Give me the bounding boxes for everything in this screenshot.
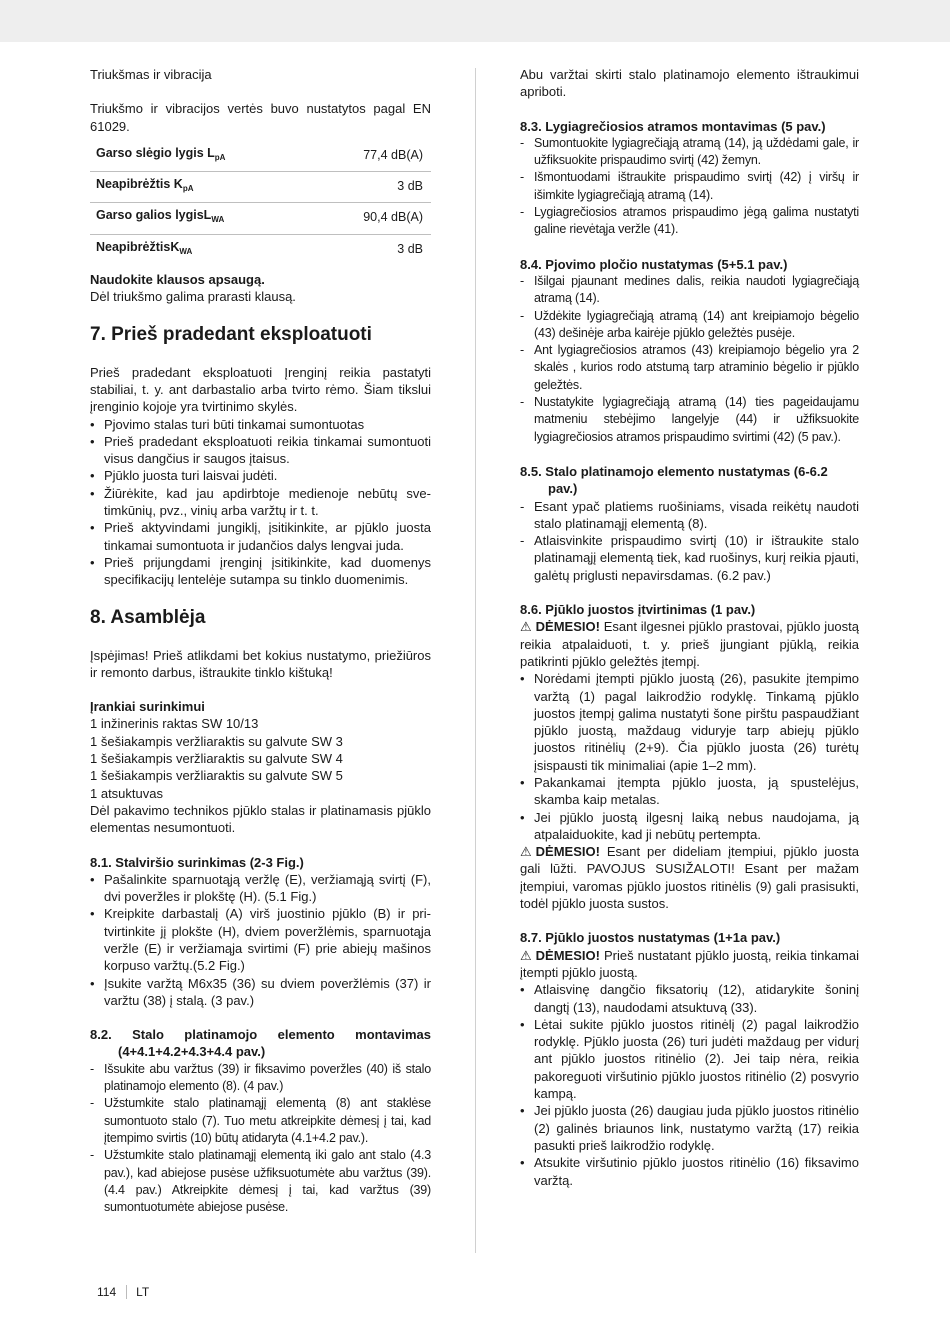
list-item: - Atlaisvinkite prispaudimo svirtį (10) ir ištraukite stalo platinamąjį elementą tiek, kad ruošinys, kurį reikia pjauti, galėtų priglusti nepavirsdamas. (6.2 pav.) <box>520 532 859 584</box>
list-item: • Prieš aktyvindami jungiklį, įsitikinkite, ar pjūklo juosta tinkamai sumontuota ir judančios dalys lengvai juda. <box>90 519 431 554</box>
page-number: 114 <box>97 1285 127 1299</box>
list-item: • Jei pjūklo juostą ilgesnį laiką nebus naudojama, ją atpalaiduokite, kad ji nebūtų pertempta. <box>520 809 859 844</box>
section-8-3-title: 8.3. Lygiagrečiosios atramos montavimas (5 pav.) <box>520 118 826 134</box>
list-item: - Užstumkite stalo platinamąjį elementą (8) ant staklėse sumontuoto stalo (7). Tuo metu atkreipkite dėmesį į tai, kad įtempimo svirtis (10) būtų atidaryta (4.1+4.2 pav.). <box>90 1095 431 1147</box>
page-footer <box>97 1285 149 1299</box>
section-8-1-title: 8.1. Stalviršio surinkimas (2-3 Fig.) <box>90 854 304 870</box>
section-8-6-list <box>520 670 859 843</box>
warning-triangle-icon: ⚠ <box>520 947 532 963</box>
noise-intro: Triukšmo ir vibracijos vertės buvo nustatytos pagal EN 61029. <box>90 101 431 134</box>
tool-item: 1 atsuktuvas <box>90 785 163 801</box>
noise-value: 77,4 dB(A) <box>311 141 431 172</box>
section-8-2-title: 8.2. Stalo platinamojo elemento montavimas (4+4.1+4.2+4.3+4.4 pav.) <box>90 1027 431 1060</box>
section-8-5-list <box>520 498 859 584</box>
section-8-7-title: 8.7. Pjūklo juostos nustatymas (1+1a pav.) <box>520 930 781 946</box>
tool-item: 1 šešiakampis veržliaraktis su galvute SW 5 <box>90 768 343 784</box>
list-item: • Atsukite viršutinio pjūklo juostos ritinėlio (16) fiksavimo varžtą. <box>520 1154 859 1189</box>
section-7-intro: Prieš pradedant eksploatuoti Įrenginį reikia pastatyti stabiliai, t. y. ant darbastalio arba tvirto rėmo. Šiam tikslui įrenginio kojoje yra tvirtinimo skylės. <box>90 364 431 415</box>
tools-title: Įrankiai surinkimui <box>90 699 205 715</box>
right-column <box>520 66 859 1189</box>
hearing-warning: Naudokite klausos apsaugą. <box>90 272 265 288</box>
language-code: LT <box>136 1285 150 1299</box>
section-8-title: 8. Asamblėja <box>90 606 206 628</box>
warning-triangle-icon: ⚠ <box>520 844 532 860</box>
list-item: - Nustatykite lygiagrečiąją atramą (14) ties pageidaujamu matmeniu stebėjimo langelyje (44) ir užfiksuokite lygiagrečiosios atramos prispaudimo svirtimi (42) (5 pav.). <box>520 394 859 446</box>
list-item: - Išmontuodami ištraukite prispaudimo svirtį (42) į viršų ir išimkite lygiagrečiąją atramą (14). <box>520 169 859 204</box>
table-row <box>90 172 431 203</box>
tool-item: 1 inžinerinis raktas SW 10/13 <box>90 716 259 732</box>
list-item: • Atlaisvinę dangčio fiksatorių (12), atidarykite šoninį dangtį (13), naudodami atsuktuvą (33). <box>520 981 859 1016</box>
noise-table <box>90 141 431 265</box>
list-item: - Uždėkite lygiagrečiąją atramą (14) ant kreipiamojo bėgelio (43) dešinėje arba kairėje pjūklo geležtės pusėje. <box>520 308 859 343</box>
noise-label: NeapibrėžtisK <box>96 239 180 254</box>
caution-paragraph <box>520 618 859 670</box>
section-8-7-list <box>520 981 859 1189</box>
section-8-6-title: 8.6. Pjūklo juostos įtvirtinimas (1 pav.) <box>520 602 756 618</box>
caution-label: DĖMESIO! <box>535 619 600 635</box>
section-8-3-list <box>520 135 859 239</box>
tools-note: Dėl pakavimo technikos pjūklo stalas ir platinamasis pjūklo elementas nesumontuoti. <box>90 802 431 836</box>
list-item: - Lygiagrečiosios atramos prispaudimo jėgą galima nustatyti galine rievėtąja veržle (41). <box>520 204 859 239</box>
list-item: • Įsukite varžtą M6x35 (36) su dviem poveržlėmis (37) ir varžtu (38) į stalą. (3 pav.) <box>90 975 431 1010</box>
table-row <box>90 203 431 234</box>
noise-title: Triukšmas ir vibracija <box>90 67 212 82</box>
caution-text: Prieš nustatant pjūklo juostą, reikia tinkamai įtempti pjūklo juostą. <box>520 947 859 980</box>
list-item: • Kreipkite darbastalį (A) virš juostinio pjūklo (B) ir pritvirtinkite jį plokšte (H), dviem poveržlėmis, sparnuotąja veržle (E) ir veržiamąja svirtimi (F) prie abiejų mašinos korpuso varžtų.(5.2 Fig.) <box>90 905 431 974</box>
list-item: • Lėtai sukite pjūklo juostos ritinėlį (2) pagal laikrodžio rodyklę. Pjūklo juosta (26) turi judėti maždaug per vidurį ant pjūklo juostos ritinėlio (2). Jei taip nėra, reikia pakoreguoti viršutinio pjūklo juostos ritinėlio (2) posvyrio kampą. <box>520 1016 859 1102</box>
tool-item: 1 šešiakampis veržliaraktis su galvute SW 4 <box>90 751 343 767</box>
left-column <box>90 66 431 1216</box>
noise-value: 90,4 dB(A) <box>311 203 431 234</box>
noise-label-sub: pA <box>182 184 194 194</box>
noise-value: 3 dB <box>397 241 423 256</box>
continuation-text: Abu varžtai skirti stalo platinamojo elemento ištraukimui apriboti. <box>520 67 859 100</box>
caution-paragraph <box>520 843 859 912</box>
list-item: • Pjūklo juosta turi laisvai judėti. <box>90 467 431 484</box>
list-item: • Norėdami įtempti pjūklo juostą (26), pasukite įtempimo varžtą (1) pagal laikrodžio rodyklę. Tinkamą pjūklo juostos įtempį galima nustatyti šone pirštu paspaudžiant pjūklo juostą, maždaug viduryje tarp abiejų pjūklo juostos ritinėlių (2+9). Čia pjūklo juosta (26) turėtų įsispausti tik minimaliai (apie 1–2 mm). <box>520 670 859 774</box>
table-row <box>90 141 431 172</box>
section-8-2-list <box>90 1061 431 1217</box>
noise-label: Garso slėgio lygis L <box>96 145 215 160</box>
section-8-4-list <box>520 273 859 446</box>
list-item: • Prieš pradedant eksploatuoti reikia tinkamai sumontuoti visus dangčius ir saugos įtaisus. <box>90 433 431 468</box>
list-item: • Jei pjūklo juosta (26) daugiau juda pjūklo juostos ritinėlio (2) galinės briaunos link, nustatymo varžtą (17) reikia pasukti prieš laikrodžio rodyklę. <box>520 1102 859 1154</box>
list-item: - Išsukite abu varžtus (39) ir fiksavimo poveržles (40) iš stalo platinamojo elemento (8). (4 pav.) <box>90 1061 431 1096</box>
list-item: - Užstumkite stalo platinamąjį elementą iki galo ant stalo (4.3 pav.), kad abiejose pusėse užfiksuotumėte abu varžtus (39). (4.4 pav.) Atkreipkite dėmesį į tai, kad varžtus (39) sumontuotumėte abiejose pusėse. <box>90 1147 431 1216</box>
table-row <box>90 234 431 265</box>
caution-label: DĖMESIO! <box>535 844 600 860</box>
list-item: • Prieš prijungdami įrenginį įsitikinkite, kad duomenys specifikacijų lentelėje sutampa su tinklo duomenimis. <box>90 554 431 589</box>
caution-paragraph <box>520 947 859 982</box>
noise-label-sub: pA <box>214 152 226 162</box>
caution-label: DĖMESIO! <box>535 947 600 963</box>
section-7-list <box>90 416 431 589</box>
list-item: - Esant ypač platiems ruošiniams, visada reikėtų naudoti stalo platinamąjį elementą (8). <box>520 498 859 533</box>
hearing-text: Dėl triukšmo galima prarasti klausą. <box>90 289 296 305</box>
noise-label-sub: WA <box>179 246 193 256</box>
warning-triangle-icon: ⚠ <box>520 619 532 635</box>
noise-value: 3 dB <box>311 172 431 203</box>
section-7-title: 7. Prieš pradedant eksploatuoti <box>90 323 372 345</box>
list-item: - Sumontuokite lygiagrečiąją atramą (14), ją uždėdami gale, ir užfiksuokite prispaudimo svirtį (42) žemyn. <box>520 135 859 170</box>
list-item: • Pašalinkite sparnuotąją veržlę (E), veržiamąją svirtį (F), dvi poveržles ir plokštę (H). (5.1 Fig.) <box>90 871 431 906</box>
list-item: • Pjovimo stalas turi būti tinkamai sumontuotas <box>90 416 431 433</box>
list-item: - Ant lygiagrečiosios atramos (43) kreipiamojo bėgelio yra 2 skalės , kurios rodo atstumą tarp atraminio bėgelio ir pjūklo geležtės. <box>520 342 859 394</box>
section-8-5-title: 8.5. Stalo platinamojo elemento nustatymas (6-6.2 pav.) <box>520 463 828 497</box>
section-8-warning: Įspėjimas! Prieš atlikdami bet kokius nustatymo, priežiūros ir remonto darbus, ištraukite tinklo kištuką! <box>90 647 431 680</box>
tool-item: 1 šešiakampis veržliaraktis su galvute SW 3 <box>90 733 343 749</box>
caution-text: Esant per dideliam įtempiui, pjūklo juosta gali lūžti. PAVOJUS SUSIŽALOTI! Esant per mažam įtempiui, varomas pjūklo juostos ritinėlis (9) gali prasisukti, todėl pjūklo juosta sustos. <box>520 844 859 912</box>
section-8-4-title: 8.4. Pjovimo pločio nustatymas (5+5.1 pav.) <box>520 256 788 272</box>
list-item: • Žiūrėkite, kad jau apdirbtoje medienoje nebūtų svetimkūnių, pvz., vinių arba varžtų ir t. t. <box>90 485 431 520</box>
column-divider <box>475 68 476 1253</box>
list-item: • Pakankamai įtempta pjūklo juosta, ją spustelėjus, skamba kaip metalas. <box>520 774 859 809</box>
section-8-1-list <box>90 871 431 1009</box>
top-band <box>0 0 950 42</box>
noise-label: Garso galios lygisL <box>96 208 212 223</box>
caution-text: Esant ilgesnei pjūklo prastovai, pjūklo juostą reikia atpalaiduoti, t. y. prieš įjungiant pjūklą, reikia patikrinti pjūklo geležtės įtempį. <box>520 619 859 669</box>
noise-label-sub: WA <box>211 215 225 225</box>
noise-label: Neapibrėžtis K <box>96 177 183 192</box>
list-item: - Išilgai pjaunant medines dalis, reikia naudoti lygiagrečiąją atramą (14). <box>520 273 859 308</box>
